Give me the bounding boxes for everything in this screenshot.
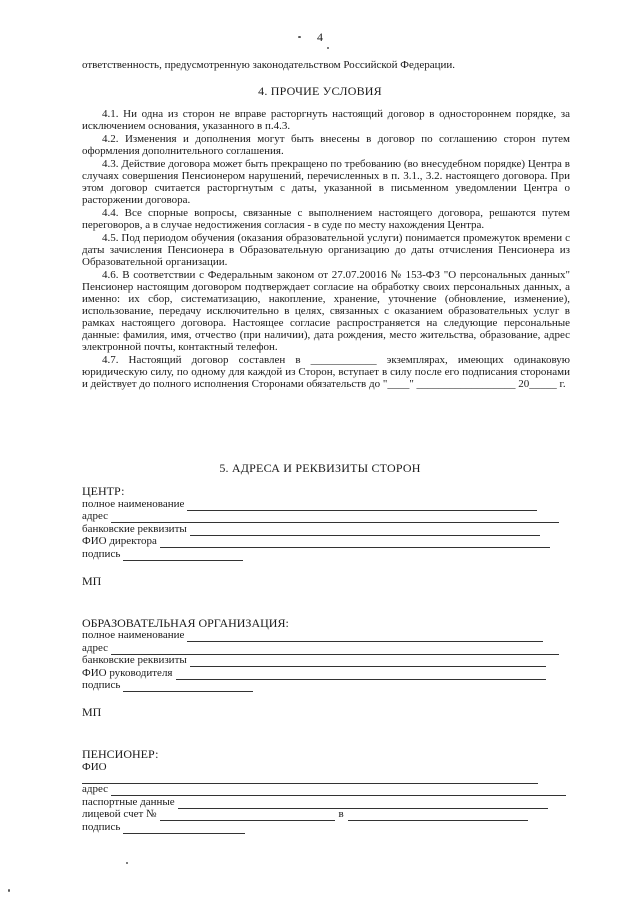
center-bank-row [82,523,568,536]
org-signature-label: подпись [82,679,121,691]
intro-paragraph [82,59,570,72]
pensioner-address-label: адрес [82,783,109,795]
clause-4-1: 4.1. Ни одна из сторон не вправе расторгнуть настоящий договор в одностороннем порядке, за исключением основания, указанного в п.4.3. [82,108,570,132]
section-4-body [82,108,570,391]
org-signature-field[interactable] [123,682,253,692]
pensioner-account-in-label: в [338,808,344,820]
pensioner-account-field[interactable] [160,811,335,821]
org-heading: ОБРАЗОВАТЕЛЬНАЯ ОРГАНИЗАЦИЯ: [82,615,289,630]
center-stamp-label: МП [82,573,102,588]
pensioner-passport-label: паспортные данные [82,795,175,808]
pensioner-address-field[interactable] [111,786,566,796]
pensioner-passport-field[interactable] [178,799,548,809]
center-address-label: адрес [82,510,109,522]
pensioner-fio-line-row [82,774,568,784]
center-director-label: ФИО директора [82,535,157,547]
section-4-title: 4. ПРОЧИЕ УСЛОВИЯ [258,84,382,98]
pensioner-passport-row [82,796,568,809]
org-address-row [82,642,568,655]
clause-4-3: 4.3. Действие договора может быть прекращено по требованию (во внесудебном порядке) Центра в случаях совершения Пенсионером нарушений, перечисленных в п. 3.1., 3.2. настоящего договора. При этом договор считается расторгнутым с даты, указанной в письменном уведомлении Центра о расторжении договора. [82,158,570,206]
requisites-block [82,484,568,834]
scan-speck [298,36,301,38]
center-full-name-label: полное наименование [82,497,185,510]
org-bank-row [82,655,568,668]
pensioner-signature-row [82,821,568,834]
org-stamp-label: МП [82,705,102,719]
org-bank-field[interactable] [190,657,546,667]
center-director-field[interactable] [160,538,550,548]
org-address-field[interactable] [111,645,559,655]
org-head-field[interactable] [176,670,546,680]
center-bank-field[interactable] [190,526,540,536]
center-heading: ЦЕНТР: [82,484,125,498]
org-signature-row [82,680,568,693]
pensioner-heading: ПЕНСИОНЕР: [82,747,159,761]
pensioner-account-row [82,809,568,822]
center-full-name-field[interactable] [187,501,537,511]
pensioner-signature-field[interactable] [123,824,245,834]
center-signature-field[interactable] [123,551,243,561]
pensioner-fio-field[interactable] [82,774,538,784]
pensioner-address-row [82,784,568,797]
page-number: 4 [317,30,323,44]
clause-4-2: 4.2. Изменения и дополнения могут быть внесены в договор по соглашению сторон путем оформления дополнительного соглашения. [82,133,570,157]
center-full-name-row [82,498,568,511]
pensioner-signature-label: подпись [82,820,121,833]
clause-4-6: 4.6. В соответствии с Федеральным законом от 27.07.20016 № 153-ФЗ "О персональных данных" Пенсионер настоящим договором подтверждает согласие на обработку своих персональных данных, а именно: их сбор, систематизацию, накопление, хранение, уточнение (обновление, изменение), использование, передачу исключительно в целях, связанных с оказанием образовательных услуг в рамках настоящего договора. Настоящее согласие распространяется на следующие персональные данные: фамилия, имя, отчество (при наличии), дата рождения, место жительства, образование, адрес электронной почты, контактный телефон. [82,269,570,353]
org-full-name-label: полное наименование [82,629,185,641]
pensioner-fio-label: ФИО [82,760,107,773]
clause-4-7: 4.7. Настоящий договор составлен в ____________ экземплярах, имеющих одинаковую юридическую силу, по одному для каждой из Сторон, вступает в силу после его подписания сторонами и действует до полного исполнения Сторонами обязательств до "____" __________________ 20_____ г. [82,354,570,390]
center-bank-label: банковские реквизиты [82,522,187,535]
center-signature-label: подпись [82,547,121,560]
center-address-field[interactable] [111,513,559,523]
scan-speck [8,889,10,892]
center-address-row [82,511,568,524]
scan-speck [327,47,329,49]
section-5-title: 5. АДРЕСА И РЕКВИЗИТЫ СТОРОН [219,461,421,475]
pensioner-bank-field[interactable] [348,811,528,821]
org-head-label: ФИО руководителя [82,666,173,679]
scan-speck [126,862,128,864]
clause-4-4: 4.4. Все спорные вопросы, связанные с выполнением настоящего договора, решаются путем переговоров, а в случае недостижения согласия - в суде по месту нахождения Центра. [82,207,570,231]
org-bank-label: банковские реквизиты [82,654,187,666]
center-signature-row [82,548,568,561]
intro-line: ответственность, предусмотренную законодательством Российской Федерации. [82,59,455,71]
pensioner-account-label: лицевой счет № [82,808,157,820]
org-full-name-field[interactable] [187,632,543,642]
org-head-row [82,667,568,680]
pensioner-fio-row [82,761,568,774]
clause-4-5: 4.5. Под периодом обучения (оказания образовательной услуги) понимается промежуток времени с даты зачисления Пенсионера в Образовательную организацию до даты отчисления Пенсионера из Образовательной организации. [82,232,570,268]
center-director-row [82,536,568,549]
org-full-name-row [82,630,568,643]
org-address-label: адрес [82,641,109,654]
